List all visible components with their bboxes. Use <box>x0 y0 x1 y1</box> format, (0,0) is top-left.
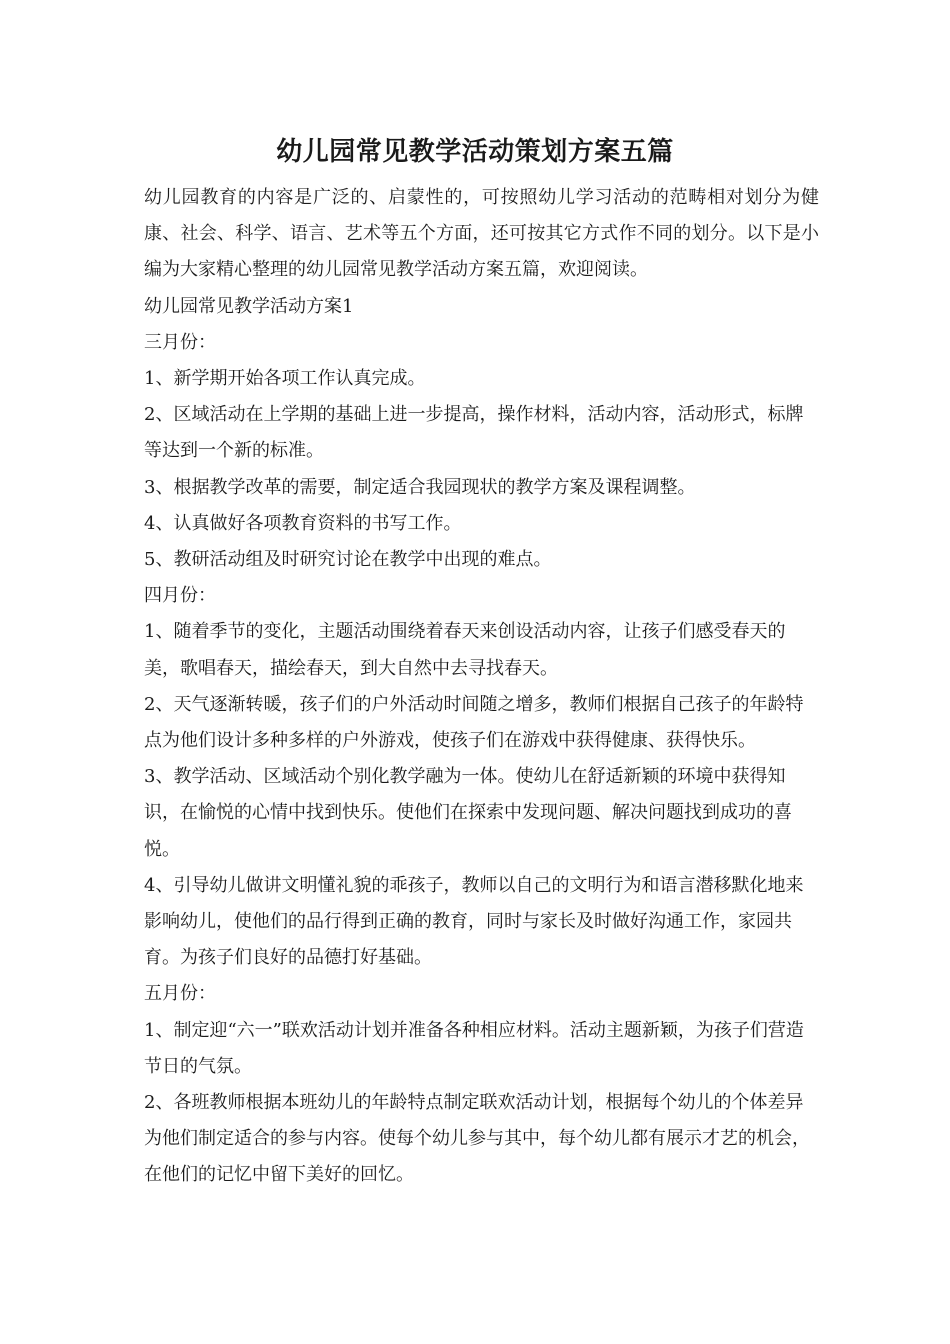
march-item-5: 5、教研活动组及时研究讨论在教学中出现的难点。 <box>144 549 552 571</box>
document-body <box>144 180 819 1194</box>
month-heading-april: 四月份： <box>144 585 216 607</box>
april-item-3: 3、教学活动、区域活动个别化教学融为一体。使幼儿在舒适新颖的环境中获得知识，在愉悦的心情中找到快乐。使他们在探索中发现问题、解决问题找到成功的喜悦。 <box>144 766 792 860</box>
march-item-2: 2、区域活动在上学期的基础上进一步提高，操作材料，活动内容，活动形式，标牌等达到一个新的标准。 <box>144 404 804 462</box>
document-title: 幼儿园常见教学活动策划方案五篇 <box>276 137 674 167</box>
intro-paragraph: 幼儿园教育的内容是广泛的、启蒙性的，可按照幼儿学习活动的范畴相对划分为健康、社会、科学、语言、艺术等五个方面，还可按其它方式作不同的划分。以下是小编为大家精心整理的幼儿园常见教学活动方案五篇，欢迎阅读。 <box>144 187 819 281</box>
april-item-1: 1、随着季节的变化，主题活动围绕着春天来创设活动内容，让孩子们感受春天的美，歌唱春天，描绘春天，到大自然中去寻找春天。 <box>144 621 786 679</box>
march-item-4: 4、认真做好各项教育资料的书写工作。 <box>144 512 462 534</box>
march-item-1: 1、新学期开始各项工作认真完成。 <box>144 368 426 390</box>
section-heading-plan-1: 幼儿园常见教学活动方案1 <box>144 295 354 317</box>
march-item-3: 3、根据教学改革的需要，制定适合我园现状的教学方案及课程调整。 <box>144 476 696 498</box>
may-item-1: 1、制定迎“六一”联欢活动计划并准备各种相应材料。活动主题新颖，为孩子们营造节日的气氛。 <box>144 1019 804 1077</box>
april-item-4: 4、引导幼儿做讲文明懂礼貌的乖孩子，教师以自己的文明行为和语言潜移默化地来影响幼儿，使他们的品行得到正确的教育，同时与家长及时做好沟通工作，家园共育。为孩子们良好的品德打好基础。 <box>144 874 804 969</box>
month-heading-march: 三月份： <box>144 331 216 353</box>
month-heading-may: 五月份： <box>144 983 216 1005</box>
april-item-2: 2、天气逐渐转暖，孩子们的户外活动时间随之增多，教师们根据自己孩子的年龄特点为他们设计多种多样的户外游戏，使孩子们在游戏中获得健康、获得快乐。 <box>144 693 804 752</box>
may-item-2: 2、各班教师根据本班幼儿的年龄特点制定联欢活动计划，根据每个幼儿的个体差异为他们制定适合的参与内容。使每个幼儿参与其中，每个幼儿都有展示才艺的机会，在他们的记忆中留下美好的回忆。 <box>144 1092 810 1186</box>
